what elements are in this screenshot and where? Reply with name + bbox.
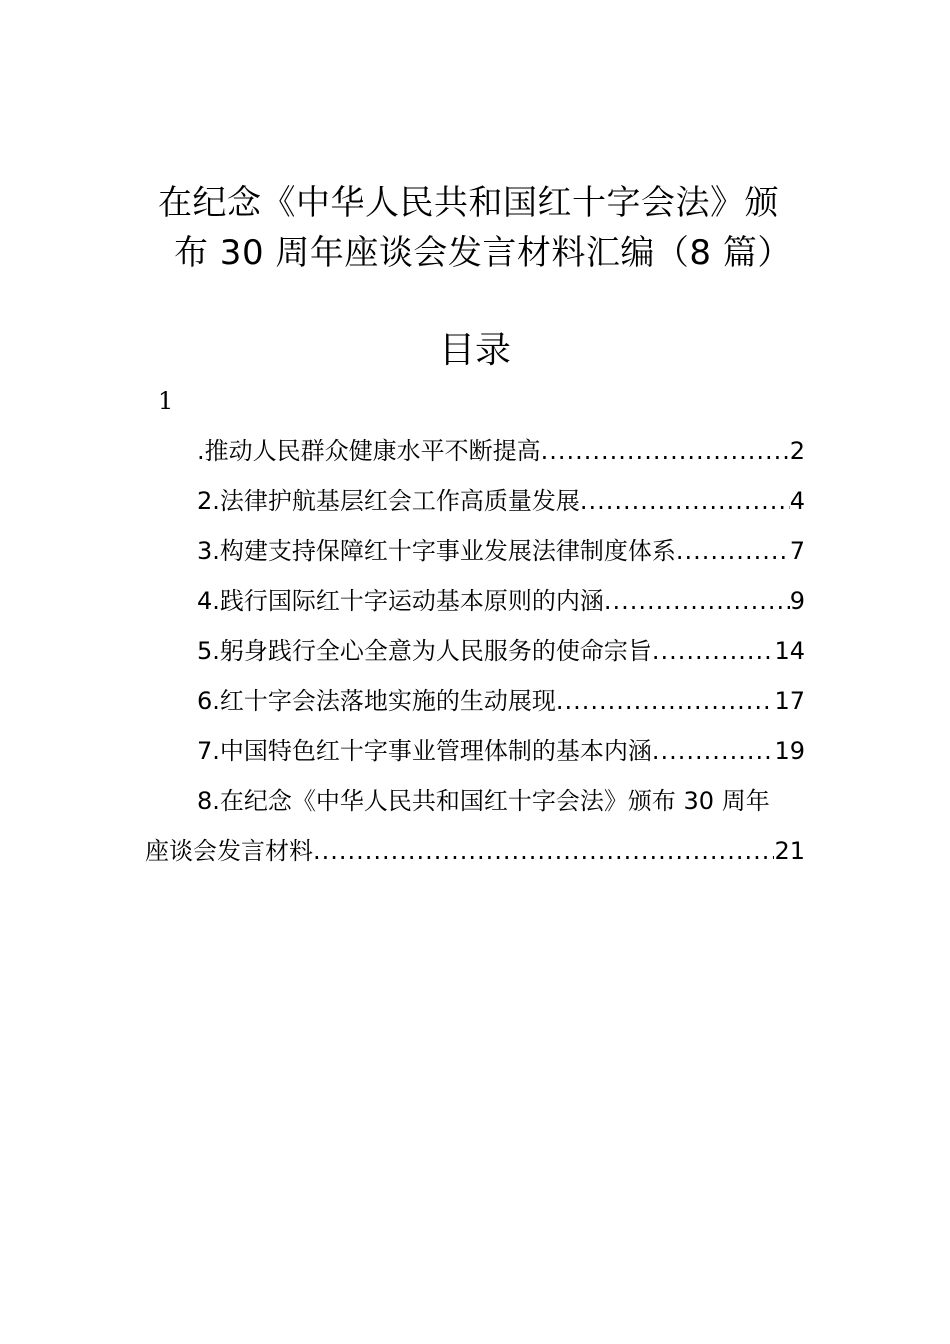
toc-page-number: 17 [774, 687, 805, 715]
toc-entry-6[interactable] [145, 676, 805, 726]
toc-entry-7[interactable] [145, 726, 805, 776]
toc-prefix-number: 1 [158, 387, 174, 415]
toc-page-number: 21 [774, 837, 805, 865]
toc-entry-label-line-1: 8.在纪念《中华人民共和国红十字会法》颁布 30 周年 [197, 787, 770, 815]
document-title-line-1: 在纪念《中华人民共和国红十字会法》颁 [158, 183, 779, 223]
toc-entry-3[interactable] [145, 526, 805, 576]
toc-entry-label: 2.法律护航基层红会工作高质量发展 [197, 487, 580, 515]
toc-entry-1[interactable] [145, 426, 805, 476]
toc-page-number: 9 [789, 587, 805, 615]
toc-entry-label: 6.红十字会法落地实施的生动展现 [197, 687, 556, 715]
toc-heading: 目录 [438, 330, 511, 371]
toc-entry-label: .推动人民群众健康水平不断提高 [197, 437, 541, 465]
toc-dot-leader [313, 826, 774, 876]
toc-page-number: 7 [789, 537, 805, 565]
toc-page-number: 4 [789, 487, 805, 515]
toc-entry-label-line-2: 座谈会发言材料 [145, 837, 313, 865]
toc-entry-label: 4.践行国际红十字运动基本原则的内涵 [197, 587, 604, 615]
toc-dot-leader [676, 526, 790, 576]
toc-entry-label: 5.躬身践行全心全意为人民服务的使命宗旨 [197, 637, 652, 665]
table-of-contents [145, 426, 805, 876]
toc-entry-label: 3.构建支持保障红十字事业发展法律制度体系 [197, 537, 676, 565]
toc-page-number: 19 [774, 737, 805, 765]
toc-page-number: 2 [789, 437, 805, 465]
toc-entry-label: 7.中国特色红十字事业管理体制的基本内涵 [197, 737, 652, 765]
toc-dot-leader [652, 726, 775, 776]
toc-entry-4[interactable] [145, 576, 805, 626]
toc-page-number: 14 [774, 637, 805, 665]
toc-entry-8[interactable] [145, 776, 805, 876]
toc-dot-leader [580, 476, 790, 526]
toc-entry-2[interactable] [145, 476, 805, 526]
toc-dot-leader [652, 626, 775, 676]
toc-dot-leader [541, 426, 790, 476]
toc-dot-leader [604, 576, 790, 626]
toc-entry-second-line [145, 826, 805, 876]
toc-dot-leader [556, 676, 775, 726]
document-title-line-2: 布 30 周年座谈会发言材料汇编（8 篇） [174, 233, 792, 273]
toc-entry-5[interactable] [145, 626, 805, 676]
